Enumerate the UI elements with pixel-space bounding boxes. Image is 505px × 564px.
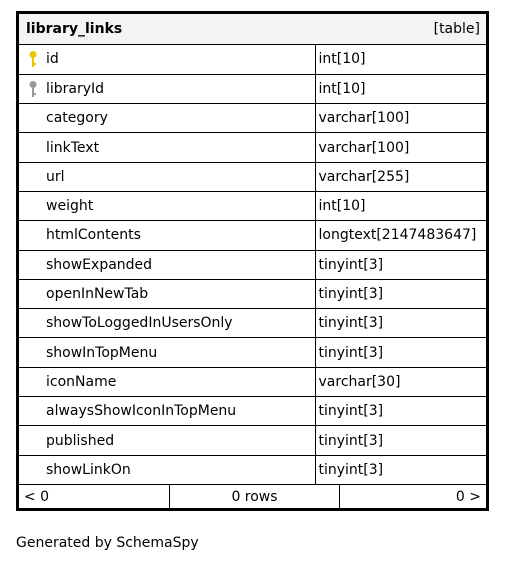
column-name-cell xyxy=(19,133,315,162)
table-row xyxy=(19,397,486,426)
child-count: 0 > xyxy=(455,488,481,505)
column-type: varchar[30] xyxy=(315,367,486,396)
column-type: tinyint[3] xyxy=(315,250,486,279)
table-header xyxy=(19,14,486,45)
key-icon-placeholder xyxy=(19,338,46,366)
generator-credit: Generated by SchemaSpy xyxy=(16,535,199,551)
key-icon-placeholder xyxy=(19,280,46,308)
primary-key-icon xyxy=(19,45,46,74)
table-row xyxy=(19,221,486,250)
column-name: showLinkOn xyxy=(46,462,131,479)
column-name: url xyxy=(46,168,65,185)
column-name-cell xyxy=(19,397,315,426)
table-kind-label: [table] xyxy=(433,21,480,37)
table-row xyxy=(19,455,486,484)
key-icon-placeholder xyxy=(19,133,46,161)
column-name: iconName xyxy=(46,373,117,390)
column-type: varchar[255] xyxy=(315,162,486,191)
column-type: int[10] xyxy=(315,74,486,103)
column-name-cell xyxy=(19,338,315,367)
column-name: linkText xyxy=(46,139,100,156)
table-name: library_links xyxy=(26,21,123,37)
column-type: tinyint[3] xyxy=(315,426,486,455)
key-icon-placeholder xyxy=(19,456,46,485)
column-name-cell xyxy=(19,221,315,250)
column-name-cell xyxy=(19,367,315,396)
column-name: weight xyxy=(46,198,94,215)
column-type: varchar[100] xyxy=(315,133,486,162)
table-row xyxy=(19,104,486,133)
column-name-cell xyxy=(19,279,315,308)
column-name-cell xyxy=(19,455,315,484)
parent-count: < 0 xyxy=(19,485,170,508)
key-icon-placeholder xyxy=(19,309,46,337)
column-type: longtext[2147483647] xyxy=(315,221,486,250)
column-name-cell xyxy=(19,426,315,455)
key-icon-placeholder xyxy=(19,104,46,132)
table-row xyxy=(19,250,486,279)
column-type: varchar[100] xyxy=(315,104,486,133)
table-row xyxy=(19,279,486,308)
key-icon-placeholder xyxy=(19,163,46,191)
row-count: 0 rows xyxy=(170,485,340,508)
table-row xyxy=(19,133,486,162)
column-name: openInNewTab xyxy=(46,286,149,303)
column-name-cell xyxy=(19,104,315,133)
column-type: tinyint[3] xyxy=(315,455,486,484)
column-name-cell xyxy=(19,74,315,103)
column-type: tinyint[3] xyxy=(315,279,486,308)
table-row xyxy=(19,191,486,220)
table-footer xyxy=(19,484,486,508)
column-name: showExpanded xyxy=(46,256,153,273)
table-row xyxy=(19,367,486,396)
table-row xyxy=(19,338,486,367)
table-row xyxy=(19,45,486,74)
column-name: alwaysShowIconInTopMenu xyxy=(46,403,237,420)
table-row xyxy=(19,74,486,103)
column-name: libraryId xyxy=(46,80,105,97)
table-entity-box xyxy=(16,11,489,511)
column-name: category xyxy=(46,110,108,127)
key-icon-placeholder xyxy=(19,426,46,454)
column-name: id xyxy=(46,51,59,68)
table-row xyxy=(19,309,486,338)
column-type: tinyint[3] xyxy=(315,397,486,426)
column-name-cell xyxy=(19,162,315,191)
column-name: showInTopMenu xyxy=(46,344,158,361)
column-type: int[10] xyxy=(318,51,366,68)
key-icon-placeholder xyxy=(19,221,46,249)
column-name-cell xyxy=(19,309,315,338)
key-icon-placeholder xyxy=(19,251,46,279)
foreign-key-icon xyxy=(19,75,46,103)
key-icon-placeholder xyxy=(19,192,46,220)
table-row xyxy=(19,426,486,455)
column-type: int[10] xyxy=(315,191,486,220)
column-name-cell xyxy=(19,250,315,279)
column-list xyxy=(19,45,486,484)
column-name: published xyxy=(46,432,115,449)
column-name-cell xyxy=(19,191,315,220)
column-name-cell xyxy=(19,45,315,74)
table-row xyxy=(19,162,486,191)
column-type: tinyint[3] xyxy=(315,338,486,367)
column-name: htmlContents xyxy=(46,227,141,244)
key-icon-placeholder xyxy=(19,397,46,425)
key-icon-placeholder xyxy=(19,368,46,396)
column-name: showToLoggedInUsersOnly xyxy=(46,315,233,332)
column-type: tinyint[3] xyxy=(315,309,486,338)
